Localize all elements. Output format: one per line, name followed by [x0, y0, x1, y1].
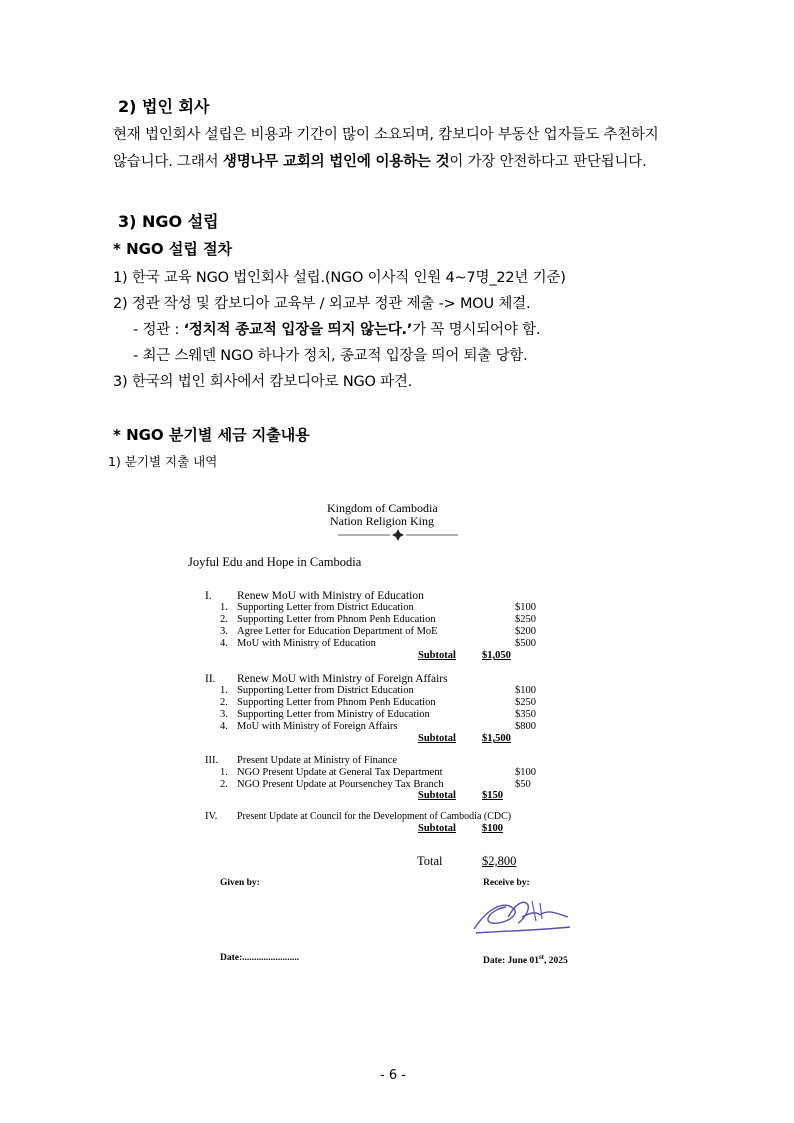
scan-item-num: 3. [220, 626, 228, 637]
scan-subtotal-label: Subtotal [418, 650, 456, 661]
scan-item-label: Supporting Letter from Phnom Penh Education [237, 614, 436, 625]
scan-item-label: MoU with Ministry of Foreign Affairs [237, 721, 398, 732]
expense-heading: * NGO 분기별 세금 지출내용 [113, 426, 310, 444]
scan-organization: Joyful Edu and Hope in Cambodia [188, 555, 362, 569]
scan-item-amount: $250 [515, 697, 536, 708]
section-2-line-1: 현재 법인회사 설립은 비용과 기간이 많이 소요되며, 캄보디아 부동산 업자들도 추천하지 [113, 127, 659, 143]
expense-subheading: 1) 분기별 지출 내역 [108, 454, 218, 469]
procedure-step-3: 3) 한국의 법인 회사에서 캄보디아로 NGO 파견. [113, 374, 413, 390]
scan-item-label: Supporting Letter from District Education [237, 602, 414, 613]
signature-mark [470, 895, 575, 940]
scan-motto: Nation Religion King [330, 514, 434, 528]
scan-item-label: Agree Letter for Education Department of MoE [237, 626, 438, 637]
scan-item-num: 1. [220, 602, 228, 613]
scan-item-num: 2. [220, 614, 228, 625]
scan-date-left: Date:........................ [220, 953, 300, 963]
scan-subtotal-value: $1,500 [482, 733, 511, 744]
scan-item-label: Supporting Letter from Ministry of Education [237, 709, 430, 720]
section-3-heading: 3) NGO 설립 [118, 212, 219, 231]
section-2-line-2 [113, 150, 647, 171]
section-2-heading: 2) 법인 회사 [118, 97, 210, 116]
scan-subtotal-value: $100 [482, 823, 503, 834]
scan-date-right-b: , 2025 [544, 956, 568, 967]
scan-date-right-a: Date: June 01 [483, 956, 539, 967]
scan-item-num: 1. [220, 767, 228, 778]
scan-given-by: Given by: [220, 878, 260, 888]
scan-section-3-title: Present Update at Ministry of Finance [237, 755, 398, 766]
procedure-step-2-note-1 [133, 318, 540, 339]
scan-item-amount: $100 [515, 602, 536, 613]
procedure-step-1: 1) 한국 교육 NGO 법인회사 설립.(NGO 이사직 인원 4~7명_22년 기준) [113, 270, 566, 286]
procedure-step-2: 2) 정관 작성 및 캄보디아 교육부 / 외교부 정관 제출 -> MOU 체결. [113, 296, 531, 312]
scan-section-2-title: Renew MoU with Ministry of Foreign Affairs [237, 673, 448, 685]
scan-item-label: Supporting Letter from Phnom Penh Education [237, 697, 436, 708]
note-1-prefix: - 정관 : [133, 322, 184, 338]
scan-subtotal-label: Subtotal [418, 790, 456, 801]
scan-date-right-sup: st [538, 953, 545, 961]
scan-subtotal-label: Subtotal [418, 733, 456, 744]
section-2-line-2-a: 않습니다. 그래서 [113, 154, 223, 170]
scan-item-label: Supporting Letter from District Education [237, 685, 414, 696]
scan-section-3-num: III. [205, 755, 219, 766]
scan-section-4-title: Present Update at Council for the Development of Cambodia (CDC) [237, 811, 512, 822]
ornament-divider-icon [338, 528, 458, 542]
scan-item-num: 3. [220, 709, 228, 720]
scan-item-amount: $100 [515, 767, 536, 778]
scan-item-num: 4. [220, 721, 228, 732]
expense-scan-image [170, 495, 620, 975]
ngo-procedure-heading: * NGO 설립 절차 [113, 240, 233, 258]
scan-item-label: MoU with Ministry of Education [237, 638, 376, 649]
scan-item-amount: $350 [515, 709, 536, 720]
page-number: - 6 - [380, 1068, 406, 1083]
scan-item-label: NGO Present Update at Poursenchey Tax Branch [237, 779, 444, 790]
scan-section-1-num: I. [205, 590, 212, 602]
section-2-line-2-c: 이 가장 안전하다고 판단됩니다. [449, 154, 647, 170]
note-1-bold: ‘정치적 종교적 입장을 띄지 않는다.’ [183, 322, 413, 338]
scan-item-num: 2. [220, 779, 228, 790]
scan-subtotal-value: $1,050 [482, 650, 511, 661]
scan-item-num: 1. [220, 685, 228, 696]
scan-section-4-num: IV. [205, 811, 218, 822]
scan-item-label: NGO Present Update at General Tax Department [237, 767, 443, 778]
scan-date-right [483, 953, 568, 966]
procedure-step-2-note-2: - 최근 스웨덴 NGO 하나가 정치, 종교적 입장을 띄어 퇴출 당함. [133, 348, 528, 364]
scan-item-amount: $200 [515, 626, 536, 637]
scan-section-1-title: Renew MoU with Ministry of Education [237, 590, 424, 602]
section-2-line-2-bold: 생명나무 교회의 법인에 이용하는 것 [222, 154, 450, 170]
scan-receive-by: Receive by: [483, 878, 530, 888]
scan-total-value: $2,800 [482, 854, 517, 868]
scan-section-2-num: II. [205, 673, 216, 685]
scan-item-amount: $100 [515, 685, 536, 696]
scan-item-amount: $50 [515, 779, 531, 790]
scan-item-amount: $500 [515, 638, 536, 649]
scan-kingdom: Kingdom of Cambodia [327, 501, 438, 515]
scan-item-num: 2. [220, 697, 228, 708]
note-1-suffix: 가 꼭 명시되어야 함. [412, 322, 541, 338]
scan-item-amount: $250 [515, 614, 536, 625]
scan-subtotal-value: $150 [482, 790, 503, 801]
scan-subtotal-label: Subtotal [418, 823, 456, 834]
scan-item-num: 4. [220, 638, 228, 649]
scan-item-amount: $800 [515, 721, 536, 732]
scan-total-label: Total [417, 854, 443, 868]
